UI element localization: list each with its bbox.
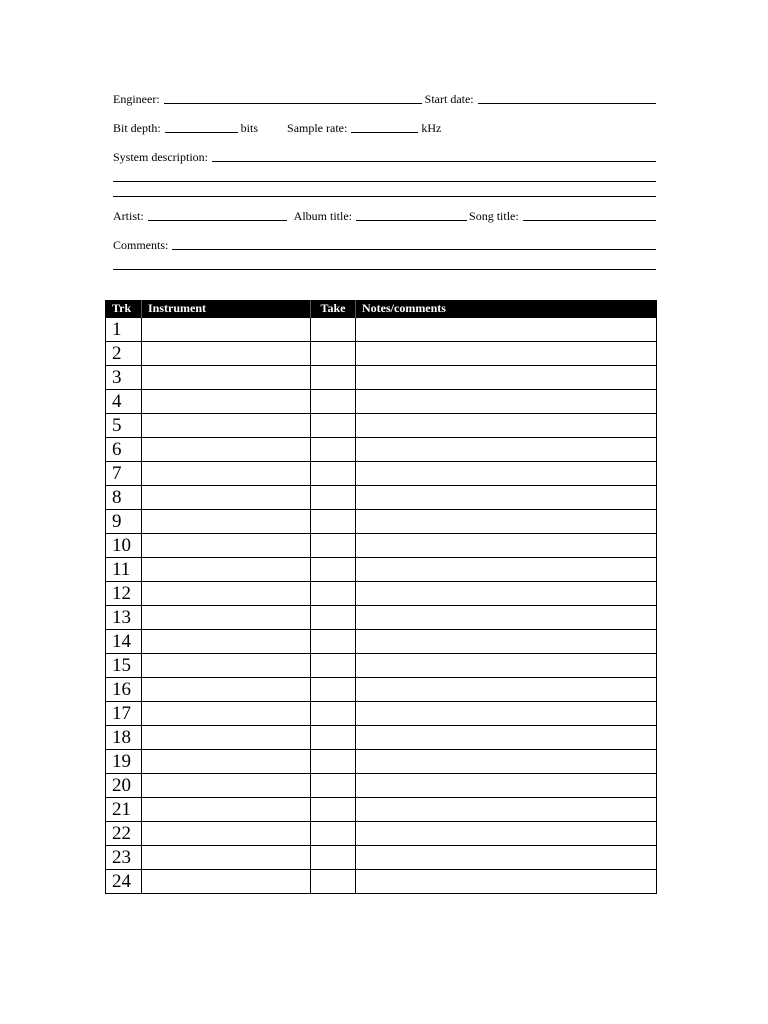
track-number: 5 (106, 414, 142, 438)
notes-cell[interactable] (356, 726, 657, 750)
take-cell[interactable] (311, 582, 356, 606)
table-row (106, 870, 657, 894)
notes-cell[interactable] (356, 822, 657, 846)
take-cell[interactable] (311, 774, 356, 798)
track-number: 21 (106, 798, 142, 822)
song-title-field[interactable] (523, 209, 656, 221)
take-cell[interactable] (311, 438, 356, 462)
instrument-cell[interactable] (142, 534, 311, 558)
track-number: 6 (106, 438, 142, 462)
instrument-cell[interactable] (142, 654, 311, 678)
notes-cell[interactable] (356, 558, 657, 582)
track-number: 9 (106, 510, 142, 534)
sample-rate-label: Sample rate: (287, 121, 348, 135)
system-description-field[interactable] (212, 150, 656, 162)
notes-cell[interactable] (356, 390, 657, 414)
instrument-cell[interactable] (142, 774, 311, 798)
take-cell[interactable] (311, 750, 356, 774)
table-row (106, 750, 657, 774)
take-cell[interactable] (311, 510, 356, 534)
start-date-label: Start date: (424, 92, 474, 106)
take-cell[interactable] (311, 342, 356, 366)
table-row (106, 846, 657, 870)
instrument-cell[interactable] (142, 390, 311, 414)
take-cell[interactable] (311, 678, 356, 702)
table-row (106, 726, 657, 750)
table-row (106, 822, 657, 846)
track-number: 23 (106, 846, 142, 870)
system-description-label: System description: (113, 150, 208, 164)
table-row (106, 534, 657, 558)
bit-depth-label: Bit depth: (113, 121, 161, 135)
take-cell[interactable] (311, 870, 356, 894)
table-row (106, 438, 657, 462)
table-row (106, 702, 657, 726)
instrument-cell[interactable] (142, 606, 311, 630)
table-row (106, 774, 657, 798)
take-cell[interactable] (311, 462, 356, 486)
take-cell[interactable] (311, 414, 356, 438)
track-number: 7 (106, 462, 142, 486)
system-description-line-3[interactable] (113, 182, 656, 197)
table-row (106, 606, 657, 630)
notes-cell[interactable] (356, 414, 657, 438)
comments-line-2[interactable] (113, 255, 656, 270)
take-cell[interactable] (311, 486, 356, 510)
instrument-cell[interactable] (142, 702, 311, 726)
track-number: 13 (106, 606, 142, 630)
take-cell[interactable] (311, 318, 356, 342)
track-number: 11 (106, 558, 142, 582)
instrument-cell[interactable] (142, 822, 311, 846)
track-number: 19 (106, 750, 142, 774)
instrument-cell[interactable] (142, 558, 311, 582)
table-row (106, 366, 657, 390)
session-info-form (113, 91, 656, 270)
notes-cell[interactable] (356, 318, 657, 342)
instrument-cell[interactable] (142, 726, 311, 750)
track-number: 15 (106, 654, 142, 678)
notes-cell[interactable] (356, 438, 657, 462)
track-number: 22 (106, 822, 142, 846)
take-cell[interactable] (311, 822, 356, 846)
sample-rate-field[interactable] (351, 121, 418, 133)
take-cell[interactable] (311, 558, 356, 582)
start-date-field[interactable] (478, 92, 656, 104)
header-trk: Trk (106, 300, 142, 318)
instrument-cell[interactable] (142, 846, 311, 870)
instrument-cell[interactable] (142, 438, 311, 462)
system-description-row (113, 149, 656, 167)
take-cell[interactable] (311, 798, 356, 822)
track-number: 4 (106, 390, 142, 414)
notes-cell[interactable] (356, 462, 657, 486)
table-row (106, 654, 657, 678)
notes-cell[interactable] (356, 630, 657, 654)
take-cell[interactable] (311, 702, 356, 726)
track-number: 10 (106, 534, 142, 558)
notes-cell[interactable] (356, 678, 657, 702)
header-take: Take (311, 300, 356, 318)
comments-field[interactable] (172, 238, 656, 250)
instrument-cell[interactable] (142, 318, 311, 342)
instrument-cell[interactable] (142, 798, 311, 822)
bits-unit: bits (240, 121, 259, 135)
instrument-cell[interactable] (142, 414, 311, 438)
instrument-cell[interactable] (142, 462, 311, 486)
take-cell[interactable] (311, 846, 356, 870)
track-number: 24 (106, 870, 142, 894)
table-row (106, 486, 657, 510)
table-row (106, 342, 657, 366)
notes-cell[interactable] (356, 702, 657, 726)
track-number: 17 (106, 702, 142, 726)
artist-label: Artist: (113, 209, 144, 223)
track-number: 8 (106, 486, 142, 510)
take-cell[interactable] (311, 366, 356, 390)
instrument-cell[interactable] (142, 870, 311, 894)
engineer-label: Engineer: (113, 92, 160, 106)
table-row (106, 630, 657, 654)
audio-format-row (113, 120, 656, 138)
track-number: 20 (106, 774, 142, 798)
engineer-row (113, 91, 656, 109)
instrument-cell[interactable] (142, 486, 311, 510)
track-number: 18 (106, 726, 142, 750)
album-title-field[interactable] (356, 209, 467, 221)
table-row (106, 462, 657, 486)
song-title-label: Song title: (469, 209, 519, 223)
instrument-cell[interactable] (142, 342, 311, 366)
table-row (106, 582, 657, 606)
notes-cell[interactable] (356, 606, 657, 630)
notes-cell[interactable] (356, 342, 657, 366)
track-number: 2 (106, 342, 142, 366)
system-description-line-2[interactable] (113, 167, 656, 182)
take-cell[interactable] (311, 630, 356, 654)
notes-cell[interactable] (356, 774, 657, 798)
project-row (113, 208, 656, 226)
take-cell[interactable] (311, 534, 356, 558)
instrument-cell[interactable] (142, 510, 311, 534)
table-row (106, 510, 657, 534)
track-number: 3 (106, 366, 142, 390)
table-row (106, 678, 657, 702)
comments-row (113, 237, 656, 255)
take-cell[interactable] (311, 726, 356, 750)
album-title-label: Album title: (293, 209, 353, 223)
notes-cell[interactable] (356, 846, 657, 870)
header-notes: Notes/comments (356, 300, 657, 318)
notes-cell[interactable] (356, 366, 657, 390)
track-sheet-table (105, 300, 657, 894)
table-row (106, 390, 657, 414)
track-number: 12 (106, 582, 142, 606)
track-number: 16 (106, 678, 142, 702)
artist-field[interactable] (148, 209, 287, 221)
take-cell[interactable] (311, 606, 356, 630)
khz-unit: kHz (421, 121, 442, 135)
table-row (106, 414, 657, 438)
instrument-cell[interactable] (142, 750, 311, 774)
notes-cell[interactable] (356, 798, 657, 822)
header-instrument: Instrument (142, 300, 311, 318)
table-header-row (106, 300, 657, 318)
instrument-cell[interactable] (142, 366, 311, 390)
take-cell[interactable] (311, 390, 356, 414)
instrument-cell[interactable] (142, 630, 311, 654)
table-row (106, 318, 657, 342)
notes-cell[interactable] (356, 486, 657, 510)
notes-cell[interactable] (356, 534, 657, 558)
notes-cell[interactable] (356, 750, 657, 774)
track-rows (106, 318, 657, 894)
instrument-cell[interactable] (142, 582, 311, 606)
engineer-field[interactable] (164, 92, 422, 104)
notes-cell[interactable] (356, 510, 657, 534)
table-row (106, 798, 657, 822)
track-number: 14 (106, 630, 142, 654)
notes-cell[interactable] (356, 870, 657, 894)
notes-cell[interactable] (356, 654, 657, 678)
notes-cell[interactable] (356, 582, 657, 606)
comments-label: Comments: (113, 238, 169, 252)
take-cell[interactable] (311, 654, 356, 678)
bit-depth-field[interactable] (165, 121, 238, 133)
table-row (106, 558, 657, 582)
instrument-cell[interactable] (142, 678, 311, 702)
track-number: 1 (106, 318, 142, 342)
